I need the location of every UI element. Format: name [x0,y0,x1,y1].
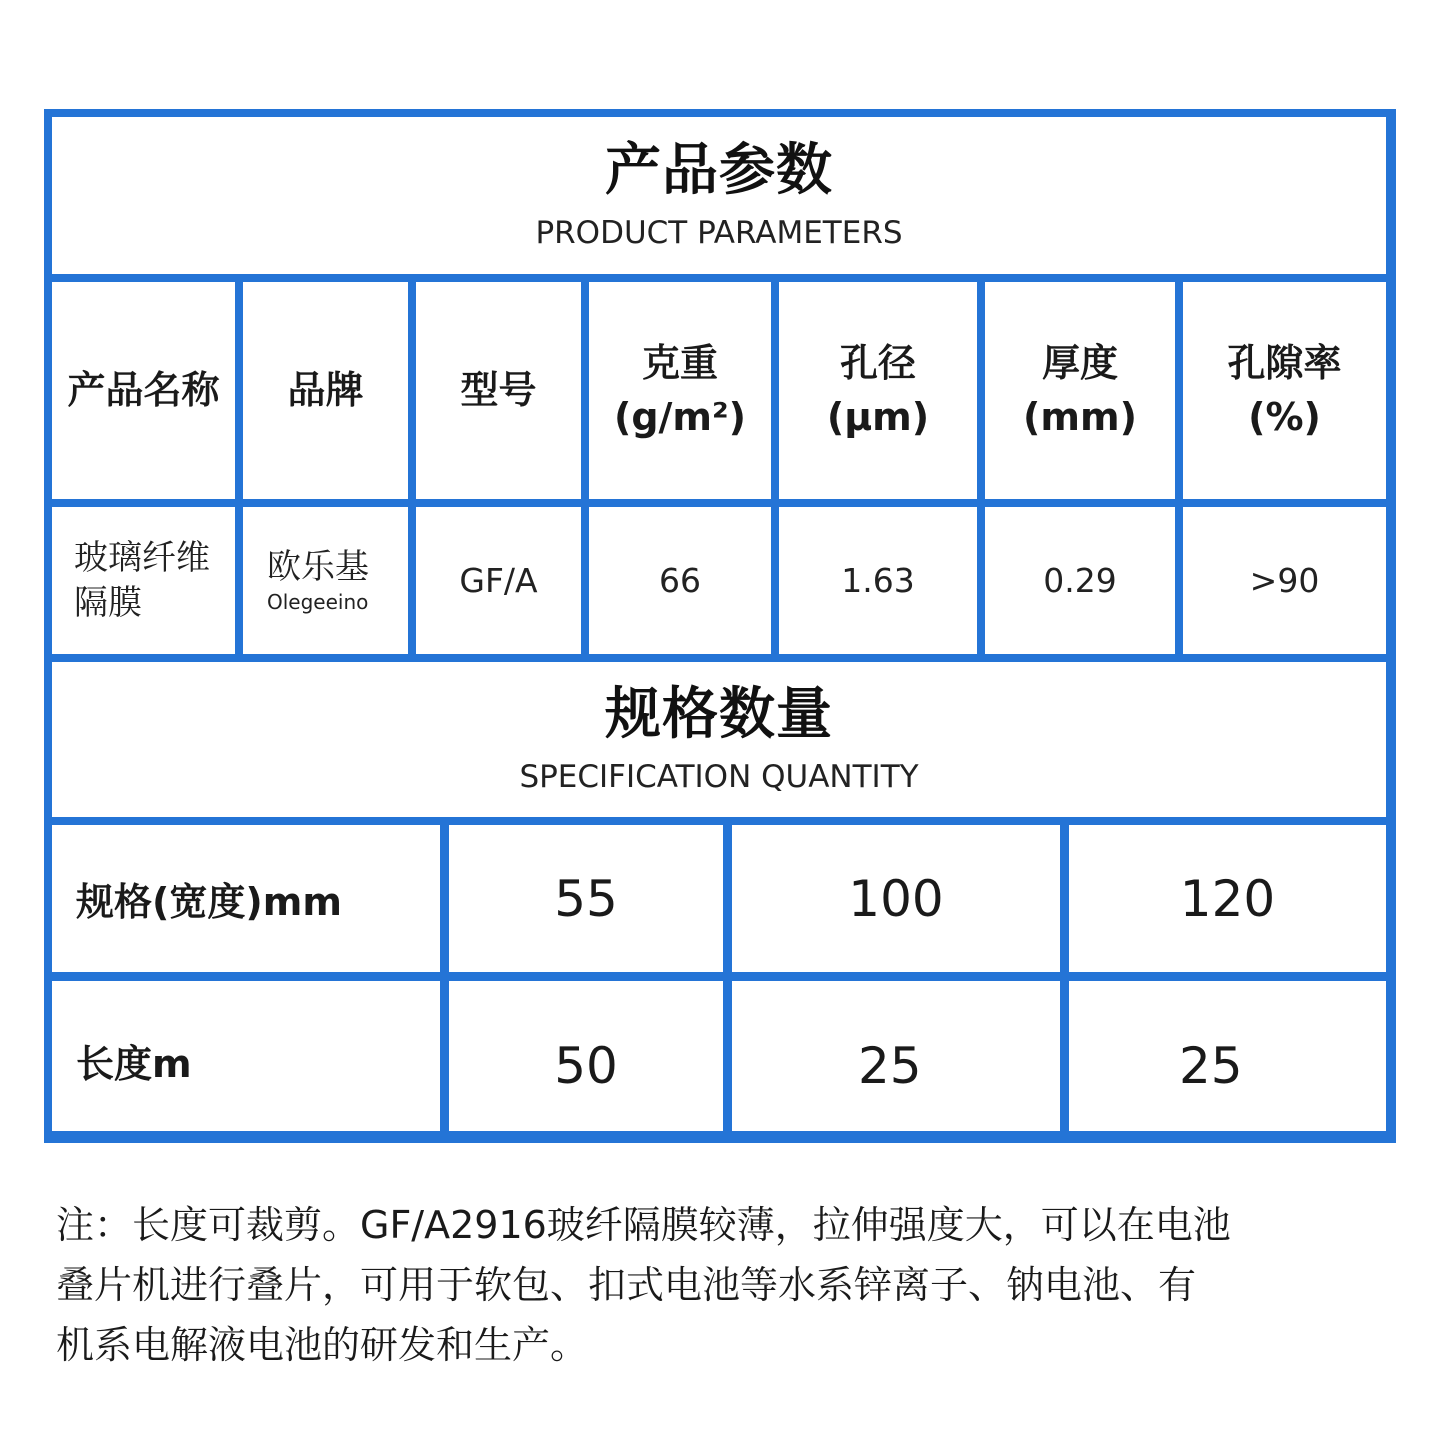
brand-cn: 欧乐基 [267,547,369,588]
spec-cell [732,825,1060,972]
spec-cell [449,981,723,1131]
spec-value: 50 [554,1037,618,1095]
header-label: 厚度 [1041,341,1118,386]
product-name-line1: 玻璃纤维 [74,538,210,579]
spec-value: 25 [858,1037,922,1095]
pore-size-value: 1.63 [841,561,915,600]
section-title-en: PRODUCT PARAMETERS [535,215,903,252]
footnote-line: 注：长度可裁剪。GF/A2916玻纤隔膜较薄，拉伸强度大，可以在电池 [56,1203,1231,1247]
header-unit: (mm) [1023,394,1137,439]
header-porosity [1183,282,1386,499]
porosity-value: >90 [1249,561,1320,600]
header-product-name [52,282,235,499]
product-name-line2: 隔膜 [74,582,142,623]
cell-brand [243,507,408,654]
header-weight [589,282,771,499]
weight-value: 66 [659,561,701,600]
spec-label: 规格(宽度)mm [76,880,342,924]
footnote-line: 叠片机进行叠片，可用于软包、扣式电池等水系锌离子、钠电池、有 [56,1263,1197,1307]
header-label: 产品名称 [67,367,220,412]
footnote [56,1195,1401,1375]
spec-value: 100 [848,869,944,928]
header-label: 品牌 [287,367,364,412]
header-label: 型号 [460,367,537,412]
spec-cell [1069,981,1386,1131]
cell-pore-size [779,507,977,654]
header-label: 孔径 [839,341,916,386]
section-title-en: SPECIFICATION QUANTITY [519,759,919,796]
cell-product-name [52,507,235,654]
cell-weight [589,507,771,654]
footnote-line: 机系电解液电池的研发和生产。 [56,1323,589,1367]
cell-porosity [1183,507,1386,654]
cell-thickness [985,507,1175,654]
spec-value: 120 [1179,869,1276,928]
header-label: 克重 [641,341,718,386]
section-title-specification-quantity [52,662,1386,817]
header-unit: (μm) [826,394,930,439]
spec-cell [449,825,723,972]
header-pore-size [779,282,977,499]
cell-model [416,507,581,654]
spec-cell [732,981,1060,1131]
header-thickness [985,282,1175,499]
section-title-cn: 产品参数 [605,137,833,203]
model-value: GF/A [459,561,538,600]
section-title-product-parameters [52,117,1386,274]
header-label: 孔隙率 [1227,341,1342,386]
spec-sheet-frame [44,109,1396,1143]
spec-value: 55 [554,869,618,928]
spec-label: 长度m [76,1042,192,1086]
brand-en: Olegeeino [267,589,369,614]
header-brand [243,282,408,499]
spec-row-label-length [52,981,440,1131]
header-model [416,282,581,499]
header-unit: (%) [1248,394,1321,439]
spec-value: 25 [1179,1037,1243,1095]
header-unit: (g/m²) [613,394,747,439]
spec-row-label-width [52,825,440,972]
section-title-cn: 规格数量 [605,681,833,747]
spec-cell [1069,825,1386,972]
thickness-value: 0.29 [1043,561,1117,600]
